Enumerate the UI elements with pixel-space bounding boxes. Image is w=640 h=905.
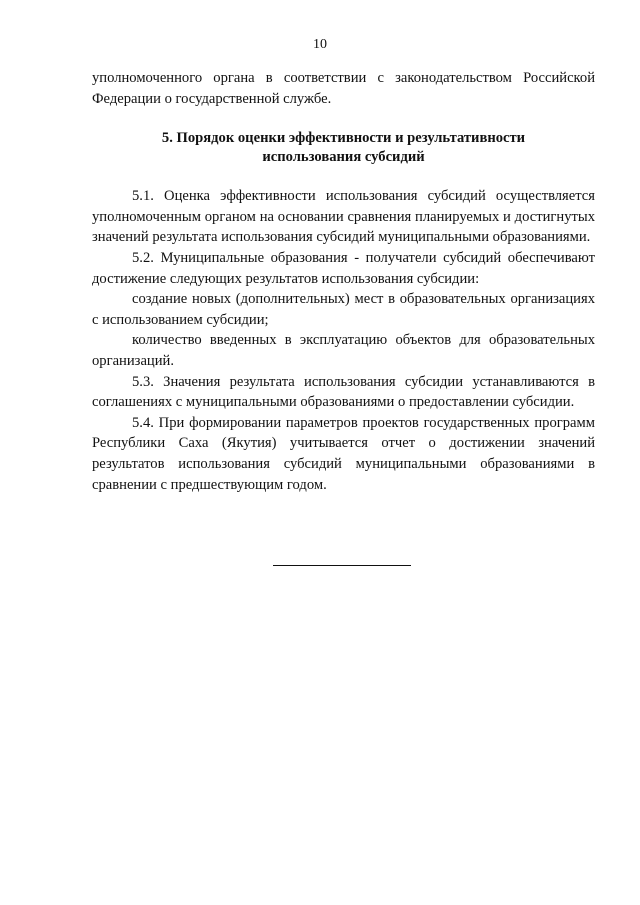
page-number: 10 (313, 37, 327, 52)
section-heading-line-2: использования субсидий (262, 149, 425, 166)
paragraph-objects-count: количество введенных в эксплуатацию объектов для образовательных организаций. (92, 332, 595, 369)
intro-paragraph: уполномоченного органа в соответствии с законодательством Российской Федерации о государственной службе. (92, 70, 595, 107)
paragraph-5-2: 5.2. Муниципальные образования - получатели субсидий обеспечивают достижение следующих результатов использования субсидии: (92, 249, 595, 287)
end-divider-line (273, 565, 411, 566)
paragraph-5-3: 5.3. Значения результата использования субсидии устанавливаются в соглашениях с муниципальными образованиями о предоставлении субсидии. (92, 373, 595, 411)
paragraph-5-4: 5.4. При формировании параметров проектов государственных программ Республики Саха (Якутия) учитывается отчет о достижении значений результатов использования субсидий муниципальными образованиями в сравнении с предшествующим годом. (92, 414, 595, 493)
document-body (92, 68, 595, 495)
section-heading (92, 129, 595, 167)
paragraph-new-places: создание новых (дополнительных) мест в образовательных организациях с использованием субсидии; (92, 291, 595, 328)
paragraph-5-1: 5.1. Оценка эффективности использования субсидий осуществляется уполномоченным органом на основании сравнения планируемых и достигнутых значений результата использования субсидий муниципальными образованиями. (92, 188, 595, 246)
section-heading-line-1: 5. Порядок оценки эффективности и результативности (161, 130, 526, 147)
